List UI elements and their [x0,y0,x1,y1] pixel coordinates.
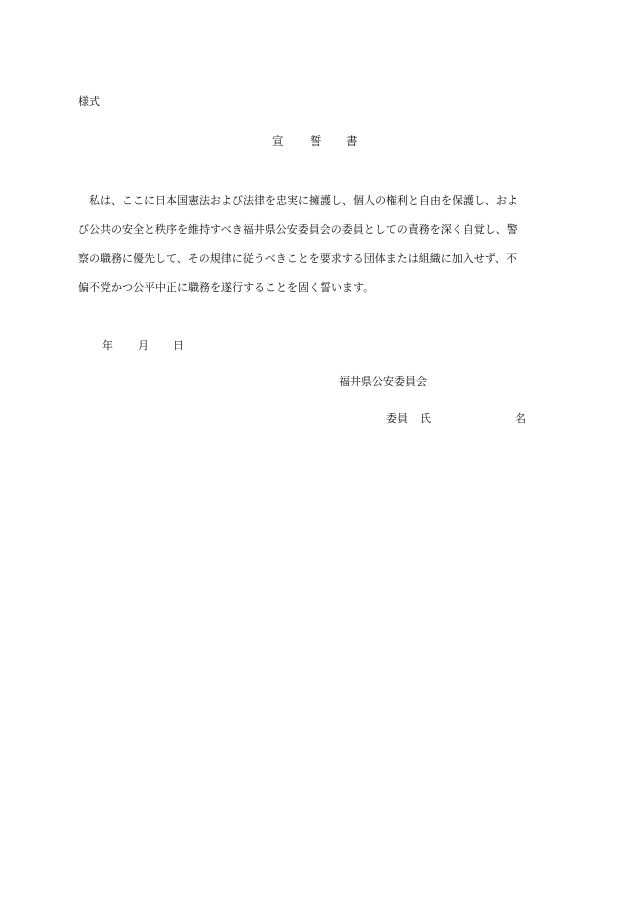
form-label: 様式 [78,95,100,108]
oath-line-4: 偏不党かつ公平中正に職務を遂行することを固く誓います。 [78,281,375,294]
title-char-2: 誓 [310,134,322,148]
oath-line-3: 察の職務に優先して、その規律に従うべきことを要求する団体または組織に加入せず、不 [78,252,517,265]
organization-name: 福井県公安委員会 [339,375,427,388]
month-label: 月 [138,339,149,352]
title-char-3: 書 [346,134,358,148]
title-char-1: 宣 [272,134,284,148]
signature-role: 委員 [386,412,408,425]
year-label: 年 [102,339,113,352]
oath-line-1: 私は、ここに日本国憲法および法律を忠実に擁護し、個人の権利と自由を保護し、およ [78,194,518,207]
day-label: 日 [173,339,184,352]
oath-line-2: び公共の安全と秩序を維持すべき福井県公安委員会の委員としての責務を深く自覚し、警 [78,223,518,236]
signature-name-prefix: 氏 [420,412,431,425]
signature-name-suffix: 名 [515,412,526,425]
